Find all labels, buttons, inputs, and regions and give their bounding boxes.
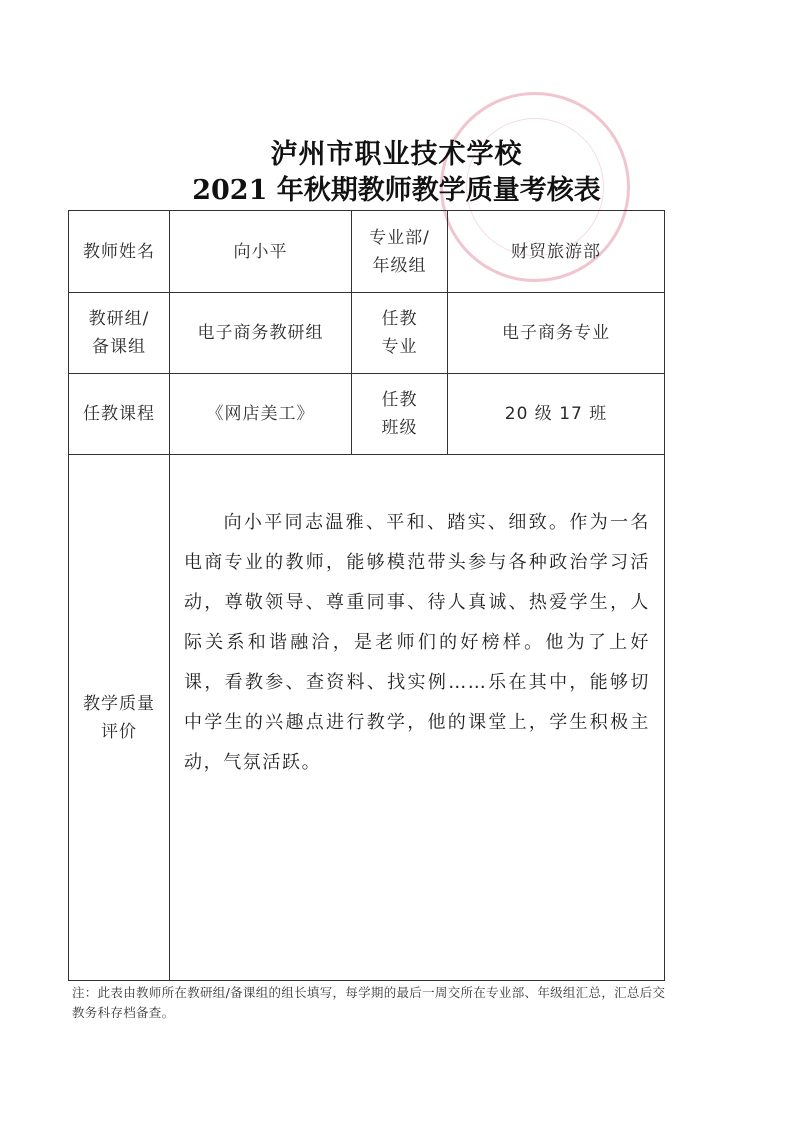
major-value: 电子商务专业	[448, 293, 665, 374]
department-label-line2: 年级组	[372, 255, 427, 276]
evaluation-text: 向小平同志温雅、平和、踏实、细致。作为一名电商专业的教师，能够模范带头参与各种政治学习活动，尊敬领导、尊重同事、待人真诚、热爱学生，人际关系和谐融洽，是老师们的好榜样。他为了上好课，看教参、查资料、找实例……乐在其中，能够切中学生的兴趣点进行教学，他的课堂上，学生积极主动，气氛活跃。	[184, 512, 650, 773]
teacher-name-label: 教师姓名	[69, 211, 170, 293]
form-title: 2021 年秋期教师教学质量考核表	[192, 175, 601, 206]
department-label	[352, 211, 448, 293]
class-label-line1: 任教	[381, 390, 418, 410]
group-value: 电子商务教研组	[170, 293, 352, 374]
evaluation-label-line1: 教学质量	[83, 693, 155, 714]
course-label: 任教课程	[69, 374, 170, 455]
major-label-line1: 任教	[381, 309, 418, 329]
class-label-line2: 班级	[381, 418, 418, 438]
form-row-evaluation	[69, 455, 665, 981]
assessment-form-table	[68, 210, 665, 981]
group-label-line2: 备课组	[92, 337, 146, 357]
group-label	[69, 293, 170, 374]
school-title: 泸州市职业技术学校	[270, 139, 523, 170]
major-label-line2: 专业	[381, 337, 418, 357]
form-footnote: 注：此表由教师所在教研组/备课组的组长填写，每学期的最后一周交所在专业部、年级组汇总，汇总后交教务科存档备查。	[72, 985, 666, 1020]
form-row-teacher	[69, 211, 665, 293]
evaluation-label-line2: 评价	[101, 721, 137, 742]
group-label-line1: 教研组/	[88, 309, 150, 329]
evaluation-label	[69, 455, 170, 981]
form-row-course	[69, 374, 665, 455]
evaluation-cell	[170, 455, 665, 981]
department-label-line1: 专业部/	[369, 227, 430, 248]
major-label	[352, 293, 448, 374]
teacher-name-value: 向小平	[170, 211, 352, 293]
department-value: 财贸旅游部	[448, 211, 665, 293]
course-value: 《网店美工》	[170, 374, 352, 455]
form-row-group	[69, 293, 665, 374]
class-label	[352, 374, 448, 455]
class-value: 20 级 17 班	[448, 374, 665, 455]
